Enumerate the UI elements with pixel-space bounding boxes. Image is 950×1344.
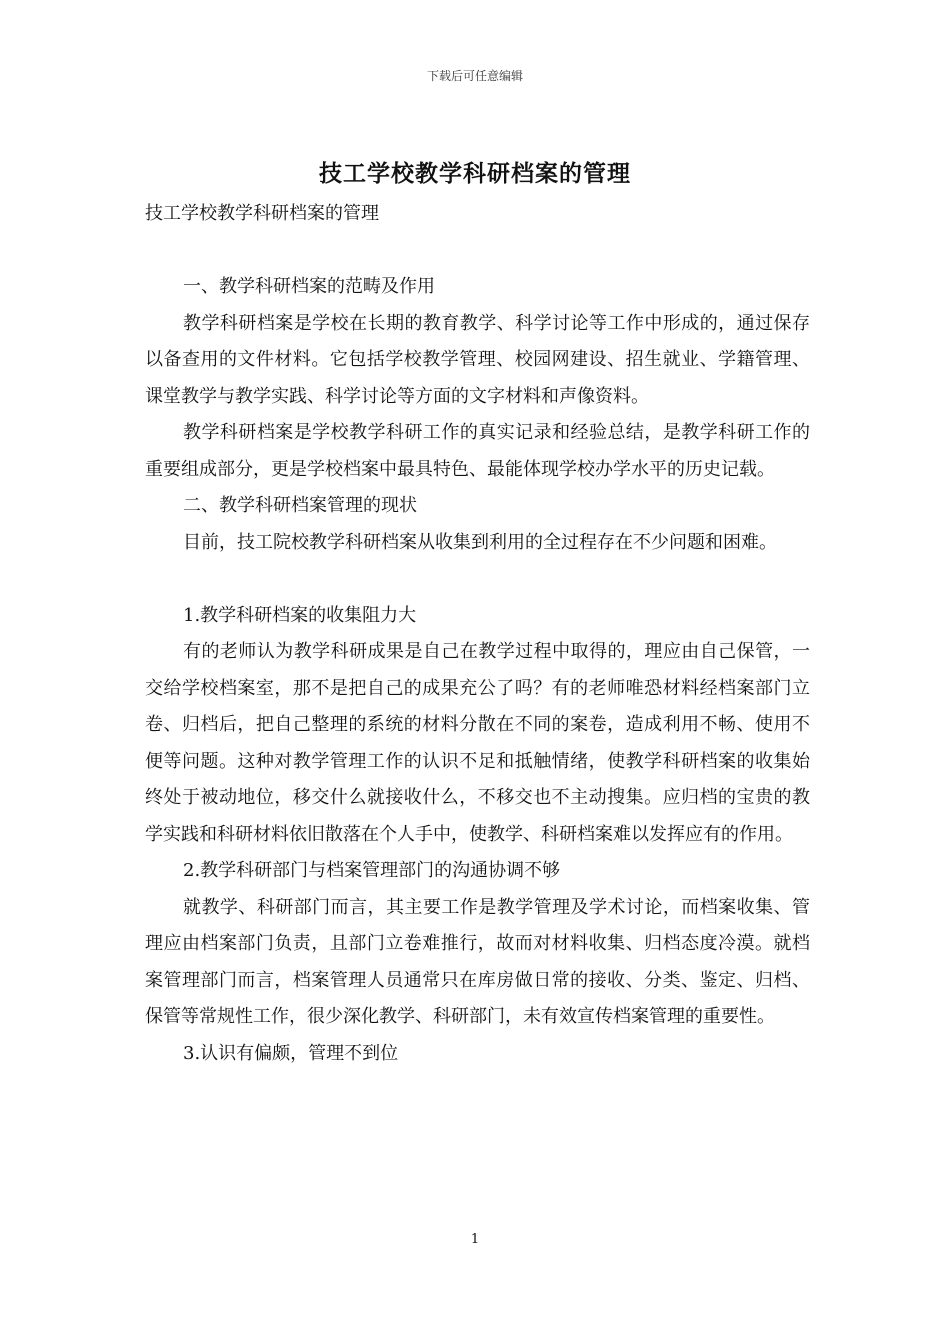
subsection-heading-3: 3.认识有偏颇，管理不到位 xyxy=(183,1042,399,1064)
paragraph: 就教学、科研部门而言，其主要工作是教学管理及学术讨论，而档案收集、管理应由档案部门负责，且部门立卷难推行，故而对材料收集、归档态度冷漠。就档案管理部门而言，档案管理人员通常只在库房做日常的接收、分类、鉴定、归档、保管等常规性工作，很少深化教学、科研部门，未有效宣传档案管理的重要性。 xyxy=(145,896,810,1027)
subsection-heading-2: 2.教学科研部门与档案管理部门的沟通协调不够 xyxy=(183,860,561,881)
section-heading-2: 二、教学科研档案管理的现状 xyxy=(183,495,417,516)
document-title: 技工学校教学科研档案的管理 xyxy=(319,160,631,187)
document-subtitle: 技工学校教学科研档案的管理 xyxy=(145,203,379,224)
document-body xyxy=(145,196,810,1072)
section-heading-1: 一、教学科研档案的范畴及作用 xyxy=(183,276,435,297)
page-number: 1 xyxy=(470,1232,480,1247)
paragraph: 目前，技工院校教学科研档案从收集到利用的全过程存在不少问题和困难。 xyxy=(183,531,777,553)
paragraph: 教学科研档案是学校教学科研工作的真实记录和经验总结，是教学科研工作的重要组成部分，更是学校档案中最具特色、最能体现学校办学水平的历史记载。 xyxy=(145,422,810,480)
page-header-note: 下载后可任意编辑 xyxy=(426,69,523,83)
paragraph: 教学科研档案是学校在长期的教育教学、科学讨论等工作中形成的，通过保存以备查用的文件材料。它包括学校教学管理、校园网建设、招生就业、学籍管理、课堂教学与教学实践、科学讨论等方面的文字材料和声像资料。 xyxy=(145,312,810,407)
paragraph: 有的老师认为教学科研成果是自己在教学过程中取得的，理应由自己保管，一交给学校档案室，那不是把自己的成果充公了吗？有的老师唯恐材料经档案部门立卷、归档后，把自己整理的系统的材料分散在不同的案卷，造成利用不畅、使用不便等问题。这种对教学管理工作的认识不足和抵触情绪，使教学科研档案的收集始终处于被动地位，移交什么就接收什么，不移交也不主动搜集。应归档的宝贵的教学实践和科研材料依旧散落在个人手中，使教学、科研档案难以发挥应有的作用。 xyxy=(145,641,810,845)
subsection-heading-1: 1.教学科研档案的收集阻力大 xyxy=(183,604,417,626)
